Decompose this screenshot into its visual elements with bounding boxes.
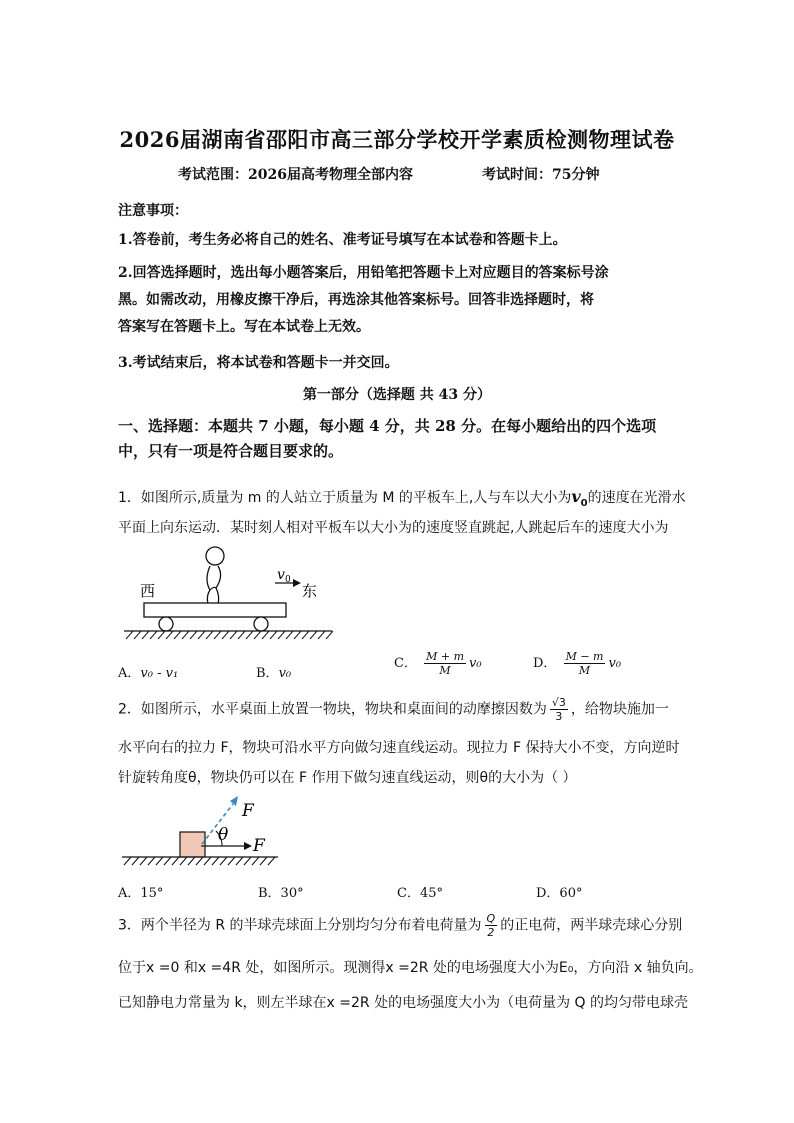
- section-instruction-line-2: 中，只有一项是符合题目要求的。: [118, 442, 344, 460]
- q2-text-a: 2．如图所示，水平桌面上放置一物块，物块和桌面间的动摩擦因数为: [118, 701, 547, 718]
- force-label-rotated: F: [242, 801, 254, 821]
- q1-line-2: 平面上向东运动．某时刻人相对平板车以大小为的速度竖直跳起,人跳起后车的速度大小为: [118, 520, 669, 536]
- q1-v0-symbol: v: [571, 487, 581, 506]
- q1-option-b-text: v₀: [278, 666, 292, 681]
- q1-option-c-label: C．: [394, 656, 417, 671]
- fig-v-sub: 0: [285, 575, 291, 585]
- q3-text-a: 3．两个半径为 R 的半球壳球面上分别均匀分布着电荷量为: [118, 917, 482, 934]
- q2-option-b[interactable]: B．30°: [258, 886, 304, 901]
- q2-option-d[interactable]: D．60°: [536, 886, 583, 901]
- q2-option-a[interactable]: A．15°: [118, 886, 164, 901]
- q1-option-a[interactable]: [118, 662, 178, 681]
- q2-line-1: [118, 696, 669, 723]
- q1-option-c[interactable]: [394, 650, 482, 677]
- block: [180, 832, 205, 857]
- section-instruction-line-1: 一、选择题：本题共 7 小题，每小题 4 分，共 28 分。在每小题给出的四个选项: [118, 417, 657, 435]
- q1-option-d-label: D．: [533, 656, 557, 671]
- q1-line-1: [118, 487, 686, 509]
- q1-text-a: 1．如图所示,质量为 m 的人站立于质量为 M 的平板车上,人与车以大小为: [118, 490, 572, 506]
- block-force-figure: [118, 790, 288, 870]
- note-1: 1.答卷前，考生务必将自己的姓名、准考证号填写在本试卷和答题卡上。: [118, 232, 567, 248]
- fig-west-label: 西: [140, 582, 156, 600]
- q2-line-2: 水平向右的拉力 F，物块可沿水平方向做匀速直线运动。现拉力 F 保持大小不变，方向逆时: [118, 740, 680, 756]
- q2-mu-denominator: 3: [555, 710, 563, 723]
- q1-option-b-label: B．: [256, 666, 279, 681]
- fig-v-label: v: [277, 567, 285, 583]
- q3-q-denominator: 2: [487, 926, 495, 939]
- q1-option-d-numerator: M − m: [565, 650, 604, 663]
- fig-east-label: 东: [302, 582, 318, 600]
- theta-label: θ: [218, 825, 229, 845]
- q1-option-a-label: A．: [118, 666, 141, 681]
- note-2-line-3: 答案写在答题卡上。写在本试卷上无效。: [118, 319, 370, 335]
- q3-text-b: 的正电荷，两半球壳球心分别: [500, 917, 683, 934]
- q1-option-c-denominator: M: [439, 664, 451, 677]
- q2-option-c[interactable]: C．45°: [397, 886, 443, 901]
- q1-option-d-denominator: M: [578, 664, 591, 677]
- q3-line-2: 位于x =0 和x =4R 处，如图所示。现测得x =2R 处的电场强度大小为E₀，方向沿 x 轴负向。: [118, 960, 703, 976]
- q2-line-3: 针旋转角度θ，物块仍可以在 F 作用下做匀速直线运动，则θ的大小为（ ）: [118, 770, 577, 786]
- exam-title: 2026届湖南省邵阳市高三部分学校开学素质检测物理试卷: [119, 127, 675, 152]
- notes-heading: 注意事项：: [118, 203, 188, 219]
- q3-line-3: 已知静电力常量为 k，则左半球在x =2R 处的电场强度大小为（电荷量为 Q 的均匀带电球壳: [118, 995, 689, 1011]
- q1-v0-sub: 0: [580, 497, 588, 509]
- q1-option-d-tail: v₀: [608, 656, 622, 671]
- q2-mu-numerator: √3: [551, 696, 566, 709]
- q1-option-c-tail: v₀: [469, 656, 482, 671]
- part-title: 第一部分（选择题 共 43 分）: [302, 387, 492, 403]
- q1-text-b: 的速度在光滑水: [587, 490, 686, 506]
- q2-text-b: ，给物块施加一: [570, 701, 669, 718]
- note-2-line-2: 黑。如需改动，用橡皮擦干净后，再选涂其他答案标号。回答非选择题时，将: [118, 292, 594, 308]
- q1-option-c-numerator: M + m: [426, 650, 464, 663]
- q1-option-d[interactable]: [533, 650, 621, 677]
- q3-q-numerator: Q: [486, 912, 496, 925]
- cart-figure: [118, 540, 338, 645]
- q1-option-a-text: v₀ - v₁: [140, 666, 179, 681]
- q1-option-b[interactable]: [256, 662, 291, 681]
- force-label-horizontal: F: [253, 836, 265, 856]
- q3-line-1: [118, 912, 682, 939]
- exam-scope: 考试范围：2026届高考物理全部内容: [178, 167, 413, 183]
- note-3: 3.考试结束后，将本试卷和答题卡一并交回。: [118, 355, 399, 371]
- exam-time: 考试时间：75分钟: [482, 167, 600, 183]
- note-2-line-1: 2.回答选择题时，选出每小题答案后，用铅笔把答题卡上对应题目的答案标号涂: [118, 265, 609, 281]
